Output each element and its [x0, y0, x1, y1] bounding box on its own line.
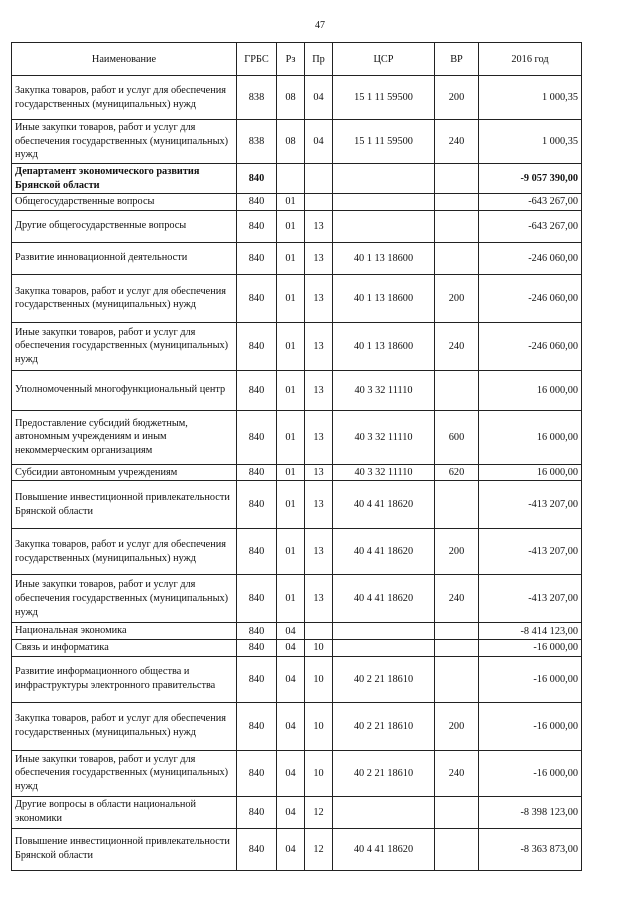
cell-amount: 1 000,35 [479, 120, 582, 164]
cell-rz: 04 [277, 702, 305, 750]
cell-amount: -8 414 123,00 [479, 623, 582, 640]
cell-name: Субсидии автономным учреждениям [12, 464, 237, 481]
cell-pr [305, 194, 333, 211]
table-header-row [12, 43, 582, 76]
cell-vr: 200 [435, 702, 479, 750]
cell-vr [435, 481, 479, 529]
cell-grbs: 840 [237, 322, 277, 370]
cell-name: Департамент экономического развития Брянской области [12, 164, 237, 194]
cell-pr: 10 [305, 750, 333, 796]
cell-csr: 15 1 11 59500 [333, 120, 435, 164]
table-row [12, 575, 582, 623]
cell-csr [333, 164, 435, 194]
cell-rz: 01 [277, 575, 305, 623]
table-row [12, 242, 582, 274]
cell-csr: 40 4 41 18620 [333, 481, 435, 529]
cell-rz [277, 164, 305, 194]
cell-name: Общегосударственные вопросы [12, 194, 237, 211]
cell-grbs: 840 [237, 702, 277, 750]
cell-csr: 40 3 32 11110 [333, 370, 435, 410]
cell-rz: 01 [277, 370, 305, 410]
cell-amount: -643 267,00 [479, 194, 582, 211]
cell-pr: 13 [305, 464, 333, 481]
header-csr: ЦСР [333, 43, 435, 76]
cell-amount: 1 000,35 [479, 76, 582, 120]
cell-rz: 01 [277, 210, 305, 242]
cell-name: Другие вопросы в области национальной экономики [12, 796, 237, 828]
cell-pr: 10 [305, 702, 333, 750]
header-vr: ВР [435, 43, 479, 76]
cell-csr: 40 2 21 18610 [333, 702, 435, 750]
cell-amount: -413 207,00 [479, 529, 582, 575]
cell-csr: 40 1 13 18600 [333, 274, 435, 322]
cell-rz: 01 [277, 410, 305, 464]
cell-rz: 04 [277, 750, 305, 796]
cell-pr: 10 [305, 656, 333, 702]
cell-vr: 240 [435, 322, 479, 370]
cell-csr: 40 3 32 11110 [333, 464, 435, 481]
cell-amount: -16 000,00 [479, 656, 582, 702]
cell-pr: 13 [305, 242, 333, 274]
table-row [12, 529, 582, 575]
cell-grbs: 840 [237, 210, 277, 242]
cell-vr: 200 [435, 274, 479, 322]
cell-vr: 200 [435, 529, 479, 575]
cell-name: Иные закупки товаров, работ и услуг для обеспечения государственных (муниципальных) нужд [12, 322, 237, 370]
cell-csr [333, 623, 435, 640]
cell-rz: 01 [277, 274, 305, 322]
cell-amount: -246 060,00 [479, 274, 582, 322]
cell-amount: -8 363 873,00 [479, 828, 582, 870]
table-row [12, 370, 582, 410]
cell-pr: 04 [305, 76, 333, 120]
cell-amount: -413 207,00 [479, 481, 582, 529]
cell-vr [435, 164, 479, 194]
cell-rz: 08 [277, 76, 305, 120]
table-row [12, 274, 582, 322]
cell-grbs: 840 [237, 370, 277, 410]
cell-rz: 04 [277, 623, 305, 640]
table-row [12, 410, 582, 464]
cell-amount: -16 000,00 [479, 639, 582, 656]
cell-name: Иные закупки товаров, работ и услуг для обеспечения государственных (муниципальных) нужд [12, 575, 237, 623]
cell-grbs: 840 [237, 750, 277, 796]
cell-vr [435, 194, 479, 211]
cell-csr: 15 1 11 59500 [333, 76, 435, 120]
cell-vr: 600 [435, 410, 479, 464]
table-row [12, 464, 582, 481]
cell-grbs: 840 [237, 529, 277, 575]
table-row [12, 194, 582, 211]
cell-vr [435, 210, 479, 242]
cell-csr: 40 1 13 18600 [333, 242, 435, 274]
table-row [12, 322, 582, 370]
cell-vr: 240 [435, 120, 479, 164]
cell-vr: 200 [435, 76, 479, 120]
cell-amount: 16 000,00 [479, 370, 582, 410]
cell-pr: 04 [305, 120, 333, 164]
cell-name: Уполномоченный многофункциональный центр [12, 370, 237, 410]
cell-rz: 04 [277, 656, 305, 702]
table-row [12, 639, 582, 656]
cell-name: Предоставление субсидий бюджетным, автономным учреждениям и иным некоммерческим организациям [12, 410, 237, 464]
cell-name: Закупка товаров, работ и услуг для обеспечения государственных (муниципальных) нужд [12, 274, 237, 322]
cell-grbs: 840 [237, 481, 277, 529]
cell-grbs: 840 [237, 828, 277, 870]
cell-grbs: 840 [237, 656, 277, 702]
cell-grbs: 838 [237, 76, 277, 120]
cell-vr [435, 828, 479, 870]
table-row [12, 623, 582, 640]
cell-pr: 13 [305, 210, 333, 242]
cell-grbs: 840 [237, 575, 277, 623]
cell-grbs: 840 [237, 623, 277, 640]
page-number: 47 [315, 20, 325, 31]
cell-name: Иные закупки товаров, работ и услуг для обеспечения государственных (муниципальных) нужд [12, 750, 237, 796]
cell-csr: 40 2 21 18610 [333, 750, 435, 796]
cell-csr: 40 4 41 18620 [333, 828, 435, 870]
cell-amount: -246 060,00 [479, 242, 582, 274]
table-body [12, 76, 582, 871]
cell-pr: 12 [305, 796, 333, 828]
cell-name: Развитие информационного общества и инфраструктуры электронного правительства [12, 656, 237, 702]
budget-table [11, 42, 582, 871]
cell-grbs: 840 [237, 242, 277, 274]
cell-name: Развитие инновационной деятельности [12, 242, 237, 274]
cell-pr: 13 [305, 322, 333, 370]
cell-rz: 01 [277, 464, 305, 481]
cell-csr: 40 1 13 18600 [333, 322, 435, 370]
cell-amount: 16 000,00 [479, 464, 582, 481]
cell-vr: 240 [435, 575, 479, 623]
cell-rz: 01 [277, 242, 305, 274]
cell-pr: 13 [305, 410, 333, 464]
cell-rz: 04 [277, 828, 305, 870]
cell-name: Другие общегосударственные вопросы [12, 210, 237, 242]
cell-pr: 13 [305, 529, 333, 575]
cell-pr: 13 [305, 481, 333, 529]
cell-pr [305, 623, 333, 640]
cell-name: Закупка товаров, работ и услуг для обеспечения государственных (муниципальных) нужд [12, 529, 237, 575]
cell-name: Повышение инвестиционной привлекательности Брянской области [12, 481, 237, 529]
cell-amount: -246 060,00 [479, 322, 582, 370]
cell-pr: 12 [305, 828, 333, 870]
cell-rz: 01 [277, 322, 305, 370]
cell-csr: 40 4 41 18620 [333, 529, 435, 575]
cell-grbs: 840 [237, 639, 277, 656]
cell-rz: 01 [277, 481, 305, 529]
cell-vr [435, 656, 479, 702]
cell-amount: -16 000,00 [479, 750, 582, 796]
cell-rz: 01 [277, 529, 305, 575]
cell-csr: 40 4 41 18620 [333, 575, 435, 623]
cell-grbs: 840 [237, 410, 277, 464]
cell-vr [435, 796, 479, 828]
table-row [12, 120, 582, 164]
cell-name: Национальная экономика [12, 623, 237, 640]
cell-name: Закупка товаров, работ и услуг для обеспечения государственных (муниципальных) нужд [12, 76, 237, 120]
header-name: Наименование [12, 43, 237, 76]
cell-grbs: 840 [237, 194, 277, 211]
cell-vr [435, 623, 479, 640]
table-row [12, 828, 582, 870]
cell-csr [333, 194, 435, 211]
cell-rz: 04 [277, 639, 305, 656]
cell-grbs: 840 [237, 164, 277, 194]
cell-grbs: 838 [237, 120, 277, 164]
cell-csr [333, 210, 435, 242]
cell-vr [435, 370, 479, 410]
cell-vr [435, 242, 479, 274]
cell-vr [435, 639, 479, 656]
cell-amount: -643 267,00 [479, 210, 582, 242]
cell-vr: 240 [435, 750, 479, 796]
cell-pr: 13 [305, 370, 333, 410]
cell-name: Повышение инвестиционной привлекательности Брянской области [12, 828, 237, 870]
table-row [12, 164, 582, 194]
cell-grbs: 840 [237, 274, 277, 322]
cell-rz: 01 [277, 194, 305, 211]
cell-csr: 40 3 32 11110 [333, 410, 435, 464]
cell-csr [333, 639, 435, 656]
header-year: 2016 год [479, 43, 582, 76]
cell-rz: 04 [277, 796, 305, 828]
table-row [12, 796, 582, 828]
cell-amount: -413 207,00 [479, 575, 582, 623]
cell-grbs: 840 [237, 796, 277, 828]
cell-amount: -8 398 123,00 [479, 796, 582, 828]
cell-pr: 13 [305, 575, 333, 623]
table-row [12, 481, 582, 529]
cell-amount: -16 000,00 [479, 702, 582, 750]
cell-name: Закупка товаров, работ и услуг для обеспечения государственных (муниципальных) нужд [12, 702, 237, 750]
cell-csr: 40 2 21 18610 [333, 656, 435, 702]
cell-vr: 620 [435, 464, 479, 481]
header-pr: Пр [305, 43, 333, 76]
cell-name: Иные закупки товаров, работ и услуг для обеспечения государственных (муниципальных) нужд [12, 120, 237, 164]
table-row [12, 702, 582, 750]
header-grbs: ГРБС [237, 43, 277, 76]
cell-amount: -9 057 390,00 [479, 164, 582, 194]
cell-pr: 10 [305, 639, 333, 656]
cell-amount: 16 000,00 [479, 410, 582, 464]
table-row [12, 656, 582, 702]
cell-name: Связь и информатика [12, 639, 237, 656]
table-row [12, 210, 582, 242]
cell-pr: 13 [305, 274, 333, 322]
cell-pr [305, 164, 333, 194]
cell-rz: 08 [277, 120, 305, 164]
table-row [12, 76, 582, 120]
cell-grbs: 840 [237, 464, 277, 481]
header-rz: Рз [277, 43, 305, 76]
table-row [12, 750, 582, 796]
cell-csr [333, 796, 435, 828]
